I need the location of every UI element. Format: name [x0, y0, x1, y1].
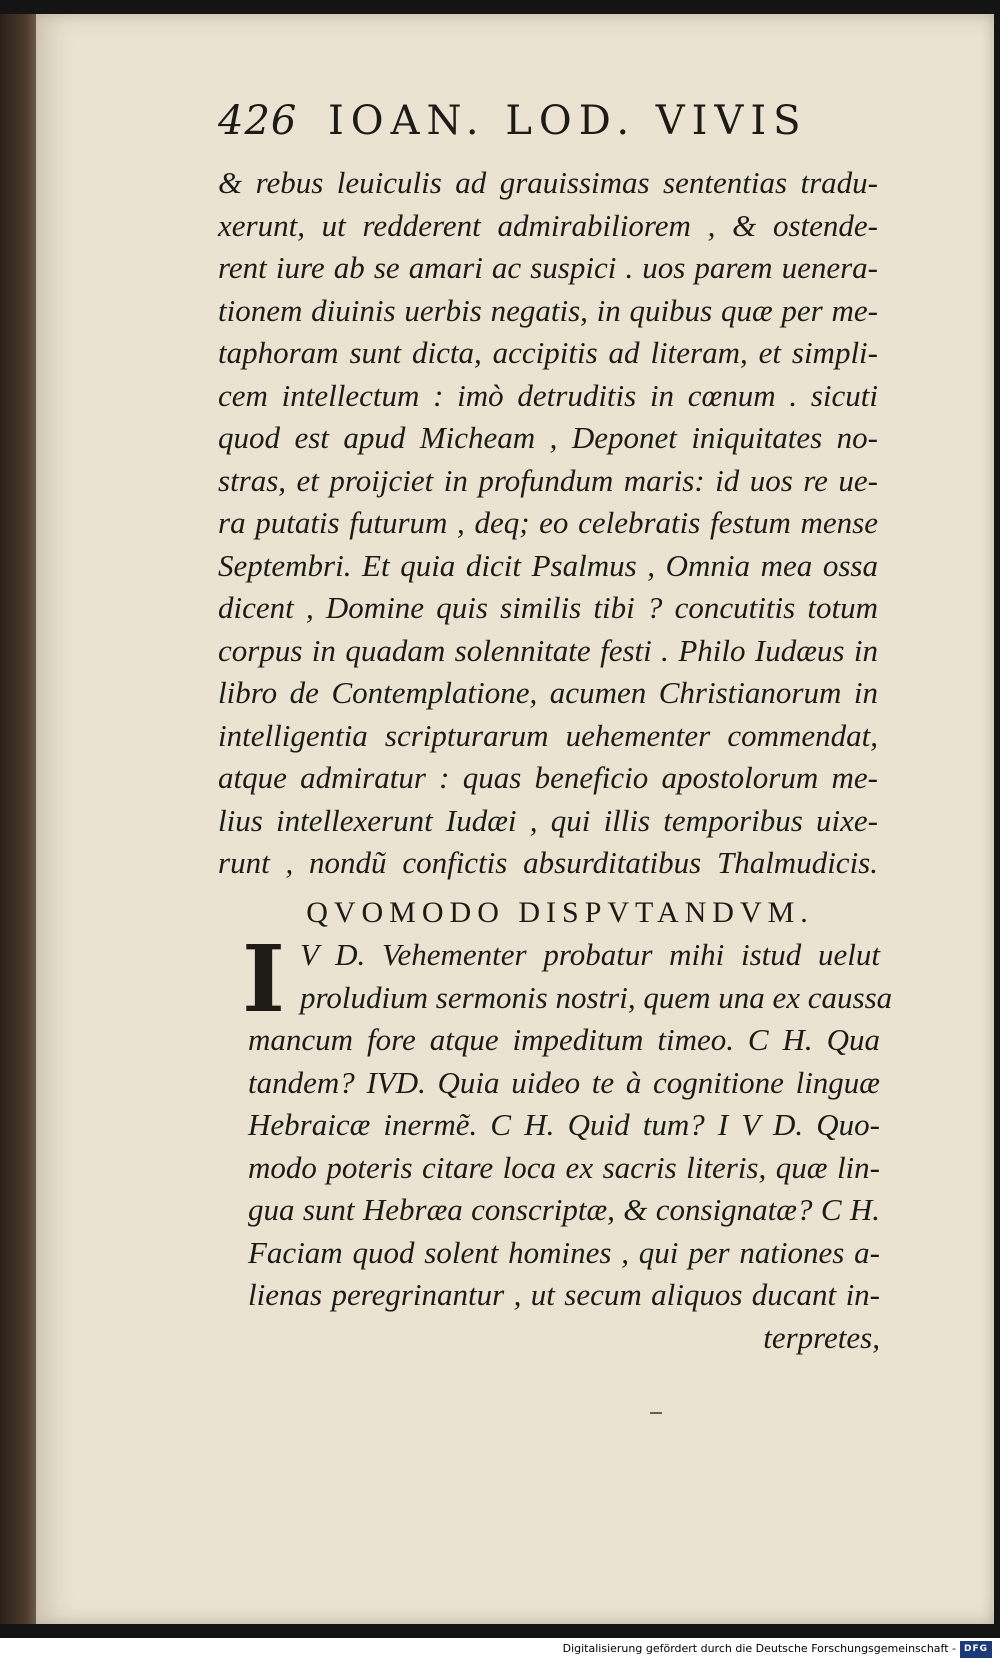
drop-cap: I	[242, 925, 286, 1033]
text-line: rent iure ab se amari ac suspici . uos parem uenera-	[218, 250, 878, 285]
text-line: xerunt, ut redderent admirabiliorem , & ostende-	[218, 207, 878, 243]
text-line: atque admiratur : quas beneficio apostolorum me-	[218, 760, 878, 795]
text-line: Septembri. Et quia dicit Psalmus , Omnia mea ossa	[218, 547, 878, 583]
digitization-footer	[0, 1638, 1000, 1661]
text-line: tionem diuinis uerbis negatis, in quibus quæ per me-	[218, 292, 878, 328]
text-line: stras, et proijciet in profundum maris: id uos re ue-	[218, 462, 878, 498]
text-line: quod est apud Micheam , Deponet iniquitates no-	[218, 420, 878, 455]
text-line: lius intellexerunt Iudæi , qui illis temporibus uixe-	[218, 802, 878, 838]
text-line: Faciam quod solent homines , qui per nationes a-	[248, 1234, 880, 1270]
text-line: proludium sermonis nostri, quem una ex caussa	[300, 979, 893, 1015]
text-line: taphoram sunt dicta, accipitis ad literam, et simpli-	[218, 335, 878, 370]
dfg-logo-icon[interactable]: DFG	[960, 1641, 992, 1658]
text-block-2	[242, 925, 893, 1359]
text-line: intelligentia scripturarum uehementer commendat,	[218, 717, 878, 753]
page-number: 426	[218, 98, 298, 144]
ink-speck	[650, 1412, 662, 1414]
text-line: & rebus leuiculis ad grauissimas sententias tradu-	[218, 165, 878, 200]
text-line: cem intellectum : imò detruditis in cœnum . sicuti	[218, 377, 878, 413]
book-spine-edge	[0, 14, 36, 1624]
text-line: V D. Vehementer probatur mihi istud uelut	[300, 937, 880, 972]
text-line: runt , nondũ confictis absurditatibus Thalmudicis.	[218, 845, 878, 880]
text-line: Hebraicæ inermẽ. C H. Quid tum? I V D. Quo-	[248, 1107, 880, 1142]
text-line: corpus in quadam solennitate festi . Philo Iudæus in	[218, 632, 878, 668]
text-line: dicent , Domine quis similis tibi ? concutitis totum	[218, 590, 878, 625]
text-line: tandem? IVD. Quia uideo te à cognitione linguæ	[248, 1064, 880, 1100]
text-line: mancum fore atque impeditum timeo. C H. Qua	[248, 1022, 880, 1057]
running-title: IOAN. LOD. VIVIS	[328, 98, 808, 144]
running-head	[218, 98, 878, 158]
text-line: gua sunt Hebræa conscriptæ, & consignatæ? C H.	[248, 1192, 880, 1227]
text-line: lienas peregrinantur , ut secum aliquos ducant in-	[248, 1277, 880, 1312]
text-line: modo poteris citare loca ex sacris literis, quæ lin-	[248, 1149, 880, 1185]
catchword: terpretes,	[763, 1319, 880, 1355]
section-heading: QVOMODO DISPVTANDVM.	[306, 896, 814, 929]
text-line: ra putatis futurum , deq; eo celebratis festum mense	[218, 505, 878, 540]
footer-credit: Digitalisierung gefördert durch die Deutsche Forschungsgemeinschaft -	[562, 1642, 956, 1655]
text-line: libro de Contemplatione, acumen Christianorum in	[218, 675, 878, 710]
text-block-1	[218, 162, 878, 885]
